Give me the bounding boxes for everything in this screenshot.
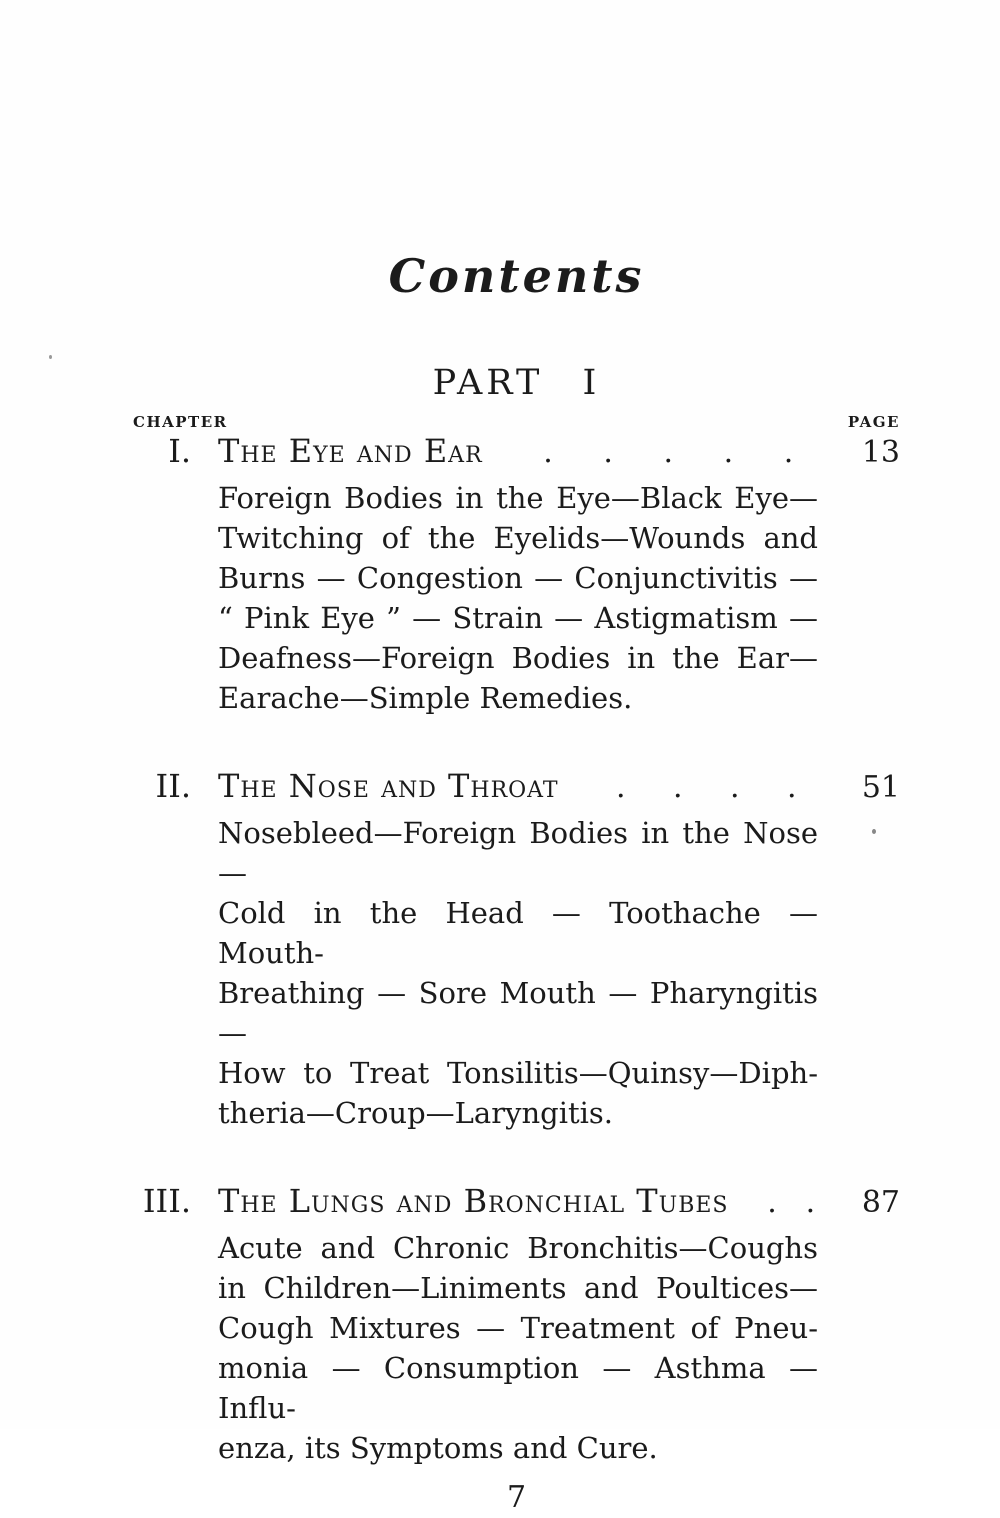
toc-row	[133, 1181, 900, 1223]
toc-entries	[133, 431, 900, 1468]
description-line: Twitching of the Eyelids—Wounds and	[218, 521, 818, 556]
toc-entry	[133, 1181, 900, 1468]
chapter-title: The Lungs and Bronchial Tubes	[218, 1182, 729, 1221]
contents-title: Contents	[388, 249, 645, 303]
toc-entry	[133, 431, 900, 718]
leader-dot: .	[673, 770, 683, 806]
chapter-page-number: 51	[861, 770, 900, 806]
chapter-numeral: III.	[142, 1182, 191, 1221]
description-line: theria—Croup—Laryngitis.	[218, 1096, 614, 1131]
leader-dot: .	[663, 435, 674, 471]
chapter-page-number: 87	[861, 1185, 900, 1221]
leader-dot: .	[805, 1185, 816, 1221]
toc-entry	[133, 766, 900, 1133]
description-line: How to Treat Tonsilitis—Quinsy—Diph-	[218, 1056, 818, 1091]
description-line: Foreign Bodies in the Eye—Black Eye—	[218, 481, 818, 516]
page-column-label: PAGE	[847, 413, 900, 432]
part-heading: PART I	[432, 362, 601, 403]
description-line: Burns — Congestion — Conjunctivitis —	[218, 561, 818, 596]
toc-row	[133, 431, 900, 473]
chapter-page-number: 13	[861, 435, 900, 471]
toc-row	[133, 766, 900, 808]
chapter-numeral: II.	[155, 767, 191, 806]
column-headers	[133, 413, 900, 431]
chapter-column-label: CHAPTER	[133, 413, 228, 432]
chapter-numeral: I.	[168, 432, 191, 471]
leader-dot: .	[767, 1185, 777, 1221]
leader-dot: .	[783, 435, 794, 471]
description-line: Cough Mixtures — Treatment of Pneu-	[218, 1311, 818, 1346]
description-line: Acute and Chronic Bronchitis—Coughs	[218, 1231, 818, 1266]
description-line: Nosebleed—Foreign Bodies in the Nose—	[218, 816, 818, 891]
description-line: in Children—Liniments and Poultices—	[218, 1271, 818, 1306]
leader-dot: .	[787, 770, 797, 806]
description-line: Earache—Simple Remedies.	[218, 681, 633, 716]
description-line: Cold in the Head — Toothache — Mouth-	[218, 896, 818, 971]
leader-dot: .	[730, 770, 740, 806]
description-line: Deafness—Foreign Bodies in the Ear—	[218, 641, 818, 676]
scan-artifact	[872, 829, 876, 834]
description-line: enza, its Symptoms and Cure.	[218, 1431, 658, 1466]
chapter-title: The Nose and Throat	[218, 767, 559, 806]
leader-dots	[739, 1183, 845, 1223]
leader-dot: .	[616, 770, 626, 806]
leader-dot: .	[723, 435, 734, 471]
description-line: Breathing — Sore Mouth — Pharyngitis —	[218, 976, 818, 1051]
scan-artifact	[49, 355, 52, 359]
chapter-description	[218, 1228, 818, 1468]
leader-dot: .	[543, 435, 553, 471]
chapter-description	[218, 813, 818, 1133]
chapter-description	[218, 478, 818, 718]
description-line: “ Pink Eye ” — Strain — Astigmatism —	[218, 601, 818, 636]
leader-dot: .	[603, 435, 613, 471]
description-line: monia — Consumption — Asthma — Influ-	[218, 1351, 818, 1426]
leader-dots	[493, 433, 844, 473]
chapter-title: The Eye and Ear	[218, 432, 483, 471]
leader-dots	[569, 768, 844, 808]
folio-page-number: 7	[506, 1480, 527, 1516]
